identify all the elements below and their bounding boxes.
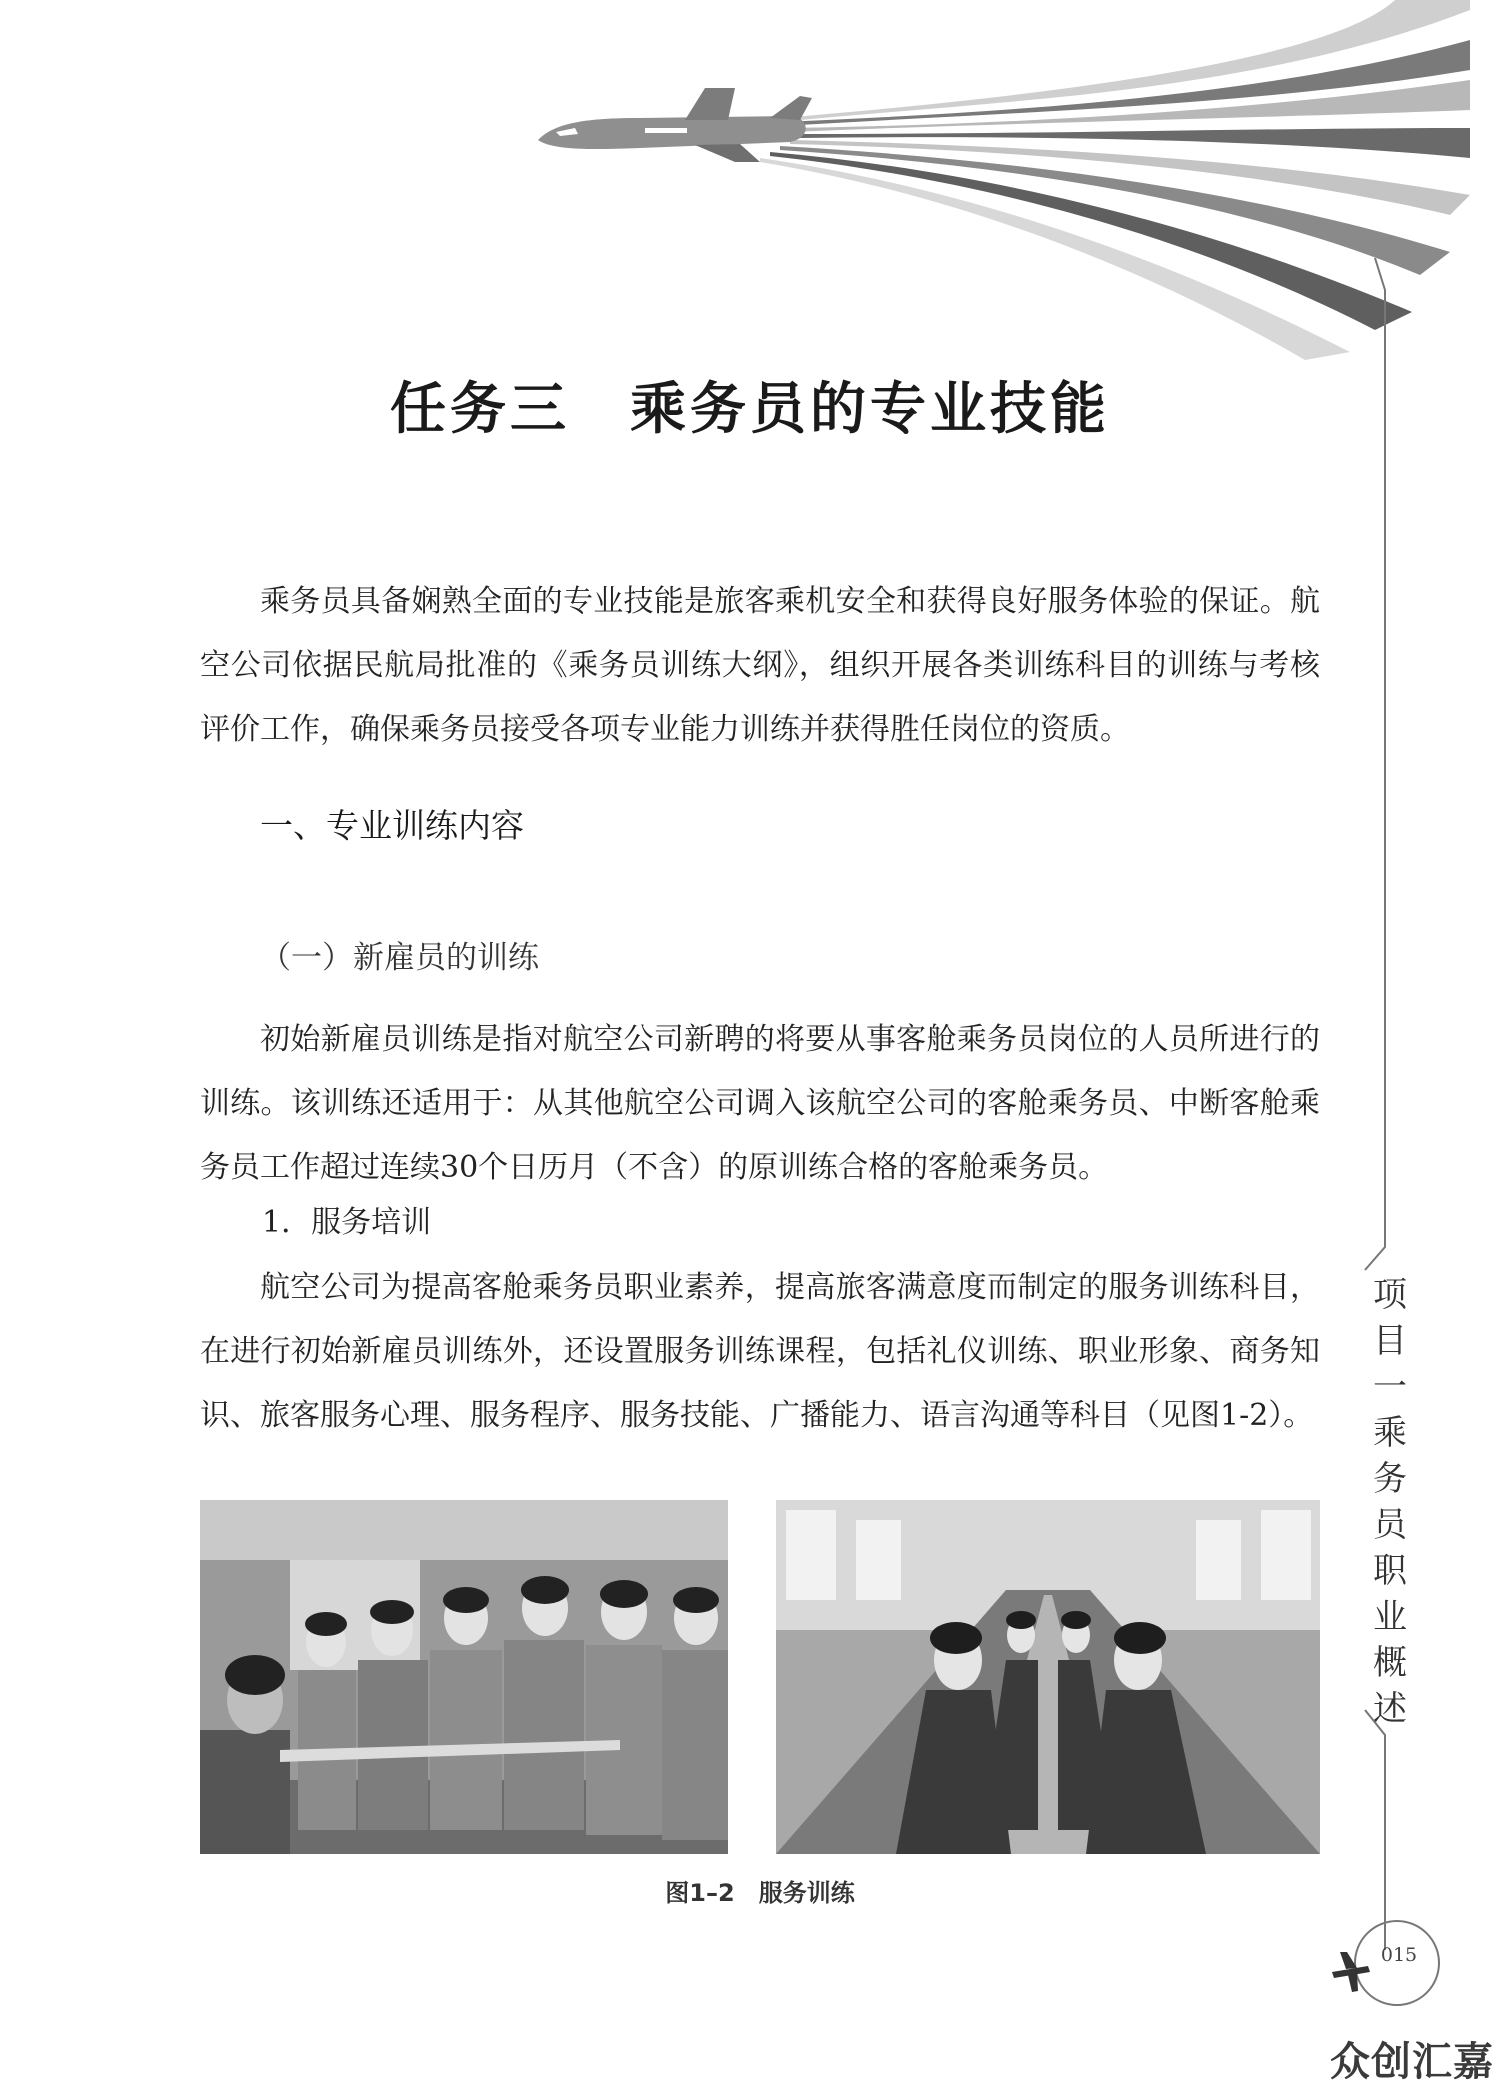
photo-etiquette-training-image (200, 1500, 728, 1854)
photo-etiquette-training (200, 1500, 728, 1854)
subsection-heading: （一）新雇员的训练 (260, 940, 539, 976)
page-title: 任务三 乘务员的专业技能 (390, 377, 1110, 442)
item-heading: 1．服务培训 (262, 1205, 432, 1240)
photo-handshake-training-image (776, 1500, 1320, 1854)
photo-handshake-training (776, 1500, 1320, 1854)
swoosh-stripes (760, 0, 1470, 360)
right-margin-rule (1355, 258, 1439, 2005)
airplane-icon (538, 88, 812, 162)
intro-paragraph: 乘务员具备娴熟全面的专业技能是旅客乘机安全和获得良好服务体验的保证。航空公司依据民航局批准的《乘务员训练大纲》，组织开展各类训练科目的训练与考核评价工作，确保乘务员接受各项专业能力训练并获得胜任岗位的资质。 (200, 584, 1320, 747)
figure-caption: 图1–2 服务训练 (665, 1879, 855, 1907)
section-heading: 一、专业训练内容 (260, 806, 524, 845)
service-training-paragraph: 航空公司为提高客舱乘务员职业素养，提高旅客满意度而制定的服务训练科目，在进行初始新雇员训练外，还设置服务训练课程，包括礼仪训练、职业形象、商务知识、旅客服务心理、服务程序、服务技能、广播能力、语言沟通等科目（见图1-2）。 (200, 1270, 1320, 1433)
chapter-side-tab: 项目一 乘务员职业概述 (1373, 1275, 1441, 1729)
page-number: 015 (1380, 1944, 1418, 1966)
training-paragraph: 初始新雇员训练是指对航空公司新聘的将要从事客舱乘务员岗位的人员所进行的训练。该训练还适用于：从其他航空公司调入该航空公司的客舱乘务员、中断客舱乘务员工作超过连续30个日历月（不含）的原训练合格的客舱乘务员。 (200, 1022, 1320, 1185)
watermark: 众创汇嘉 (1330, 2039, 1494, 2085)
